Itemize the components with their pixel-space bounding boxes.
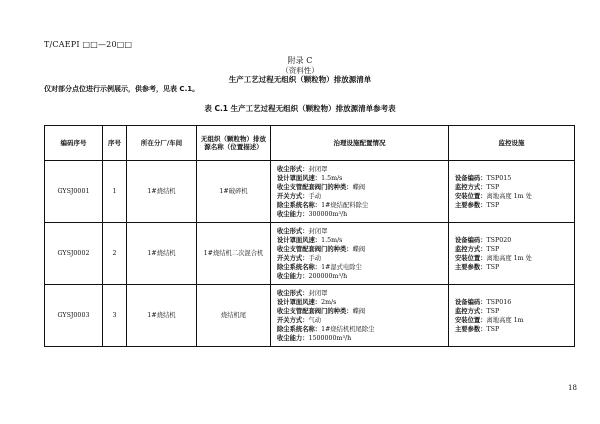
treatment-label: 设计罩面风速：: [277, 236, 322, 244]
monitor-value: TSP: [486, 201, 500, 209]
treatment-label: 设计罩面风速：: [277, 298, 322, 306]
monitor-line: [455, 201, 571, 210]
monitor-label: 设备编码：: [455, 236, 487, 244]
monitor-line: [455, 307, 571, 316]
treatment-line: [277, 236, 445, 245]
monitor-line: [455, 263, 571, 272]
treatment-value: 1500000m³/h: [308, 334, 352, 342]
treatment-label: 收尘支管配套阀门的种类：: [277, 245, 353, 253]
treatment-value: 1#烧结配料除尘: [321, 201, 369, 209]
cell-code: GYSJ0002: [45, 223, 103, 285]
treatment-label: 收尘支管配套阀门的种类：: [277, 183, 353, 191]
monitor-line: [455, 254, 571, 263]
treatment-line: [277, 254, 445, 263]
treatment-value: 手动: [308, 192, 322, 200]
treatment-line: [277, 316, 445, 325]
treatment-value: 1#烧结机机尾除尘: [321, 325, 375, 333]
treatment-value: 2m/s: [321, 298, 337, 306]
monitor-label: 主要参数：: [455, 325, 487, 333]
cell-monitor: [449, 285, 575, 347]
treatment-label: 收尘能力：: [277, 272, 309, 280]
monitor-label: 监控方式：: [455, 183, 487, 191]
monitor-value: TSP: [486, 263, 500, 271]
treatment-line: [277, 307, 445, 316]
cell-monitor: [449, 223, 575, 285]
page-number: 18: [568, 384, 577, 392]
monitor-label: 监控方式：: [455, 307, 487, 315]
appendix-type: （资料性）: [281, 66, 319, 75]
monitor-label: 设备编码：: [455, 174, 487, 182]
treatment-value: 封闭罩: [308, 289, 328, 297]
monitor-label: 安装位置：: [455, 316, 487, 324]
header-code: 编码序号: [45, 126, 103, 161]
treatment-label: 除尘系统名称：: [277, 325, 322, 333]
treatment-line: [277, 298, 445, 307]
treatment-value: 封闭罩: [308, 165, 328, 173]
monitor-value: 离地高度 1m 处: [486, 192, 532, 200]
appendix-title: 附录 C: [287, 56, 313, 65]
header-monitor: 监控设施: [449, 126, 575, 161]
monitor-line: [455, 183, 571, 192]
treatment-line: [277, 263, 445, 272]
treatment-label: 收尘能力：: [277, 334, 309, 342]
cell-seq: 2: [103, 223, 127, 285]
table-caption: 表 C.1 生产工艺过程无组织（颗粒物）排放源清单参考表: [204, 104, 396, 113]
monitor-line: [455, 245, 571, 254]
treatment-label: 除尘系统名称：: [277, 201, 322, 209]
monitor-value: TSP: [486, 245, 500, 253]
treatment-label: 开关方式：: [277, 254, 309, 262]
appendix-name: 生产工艺过程无组织（颗粒物）排放源清单: [228, 75, 372, 84]
monitor-value: TSP015: [486, 174, 512, 182]
cell-treatment: [271, 161, 449, 223]
cell-seq: 3: [103, 285, 127, 347]
header-workshop: 所在分厂/车间: [127, 126, 197, 161]
cell-code: GYSJ0001: [45, 161, 103, 223]
monitor-line: [455, 316, 571, 325]
monitor-value: TSP016: [486, 298, 512, 306]
treatment-value: 1.5m/s: [321, 174, 343, 182]
treatment-label: 收尘能力：: [277, 210, 309, 218]
cell-source: 烧结机尾: [197, 285, 271, 347]
table-header-row: [45, 126, 575, 161]
header-treatment: 治理设施配置情况: [271, 126, 449, 161]
treatment-line: [277, 174, 445, 183]
header-seq: 序号: [103, 126, 127, 161]
treatment-label: 除尘系统名称：: [277, 263, 322, 271]
cell-source: 1#破碎机: [197, 161, 271, 223]
treatment-line: [277, 227, 445, 236]
table-row: [45, 223, 575, 285]
cell-seq: 1: [103, 161, 127, 223]
monitor-value: TSP: [486, 307, 500, 315]
monitor-value: 离地高度 1m: [486, 316, 524, 324]
monitor-line: [455, 325, 571, 334]
treatment-value: 1.5m/s: [321, 236, 343, 244]
treatment-line: [277, 245, 445, 254]
treatment-value: 蝶阀: [352, 183, 366, 191]
table-row: [45, 161, 575, 223]
standard-code: T/CAEPI □□—20□□: [44, 40, 133, 49]
monitor-line: [455, 174, 571, 183]
cell-workshop: 1#烧结机: [127, 285, 197, 347]
treatment-label: 设计罩面风速：: [277, 174, 322, 182]
treatment-line: [277, 183, 445, 192]
treatment-value: 蝶阀: [352, 245, 366, 253]
treatment-value: 手动: [308, 254, 322, 262]
treatment-label: 收尘形式：: [277, 289, 309, 297]
treatment-label: 收尘支管配套阀门的种类：: [277, 307, 353, 315]
monitor-label: 主要参数：: [455, 201, 487, 209]
emission-source-table: [44, 125, 575, 347]
cell-workshop: 1#烧结机: [127, 223, 197, 285]
cell-workshop: 1#烧结机: [127, 161, 197, 223]
monitor-line: [455, 298, 571, 307]
monitor-value: 离地高度 1m 处: [486, 254, 532, 262]
treatment-line: [277, 192, 445, 201]
cell-source: 1#烧结机二次混合机: [197, 223, 271, 285]
monitor-value: TSP020: [486, 236, 512, 244]
treatment-line: [277, 272, 445, 281]
header-source: 无组织（颗粒物）排放源名称（位置描述）: [197, 126, 271, 161]
cell-monitor: [449, 161, 575, 223]
monitor-label: 主要参数：: [455, 263, 487, 271]
treatment-label: 开关方式：: [277, 192, 309, 200]
treatment-line: [277, 201, 445, 210]
monitor-line: [455, 192, 571, 201]
treatment-line: [277, 334, 445, 343]
treatment-value: 气动: [308, 316, 322, 324]
monitor-label: 设备编码：: [455, 298, 487, 306]
treatment-value: 蝶阀: [352, 307, 366, 315]
cell-treatment: [271, 223, 449, 285]
monitor-label: 安装位置：: [455, 254, 487, 262]
table-row: [45, 285, 575, 347]
cell-code: GYSJ0003: [45, 285, 103, 347]
cell-treatment: [271, 285, 449, 347]
treatment-line: [277, 210, 445, 219]
treatment-label: 开关方式：: [277, 316, 309, 324]
treatment-line: [277, 289, 445, 298]
monitor-value: TSP: [486, 183, 500, 191]
treatment-value: 封闭罩: [308, 227, 328, 235]
treatment-line: [277, 165, 445, 174]
treatment-value: 200000m³/h: [308, 272, 348, 280]
monitor-label: 监控方式：: [455, 245, 487, 253]
monitor-value: TSP: [486, 325, 500, 333]
table-body: [45, 161, 575, 347]
monitor-label: 安装位置：: [455, 192, 487, 200]
treatment-value: 1#湿式电除尘: [321, 263, 362, 271]
treatment-value: 300000m³/h: [308, 210, 348, 218]
treatment-label: 收尘形式：: [277, 227, 309, 235]
treatment-line: [277, 325, 445, 334]
intro-text: 仅对部分点位进行示例展示，供参考，见表 C.1。: [44, 85, 200, 93]
treatment-label: 收尘形式：: [277, 165, 309, 173]
monitor-line: [455, 236, 571, 245]
